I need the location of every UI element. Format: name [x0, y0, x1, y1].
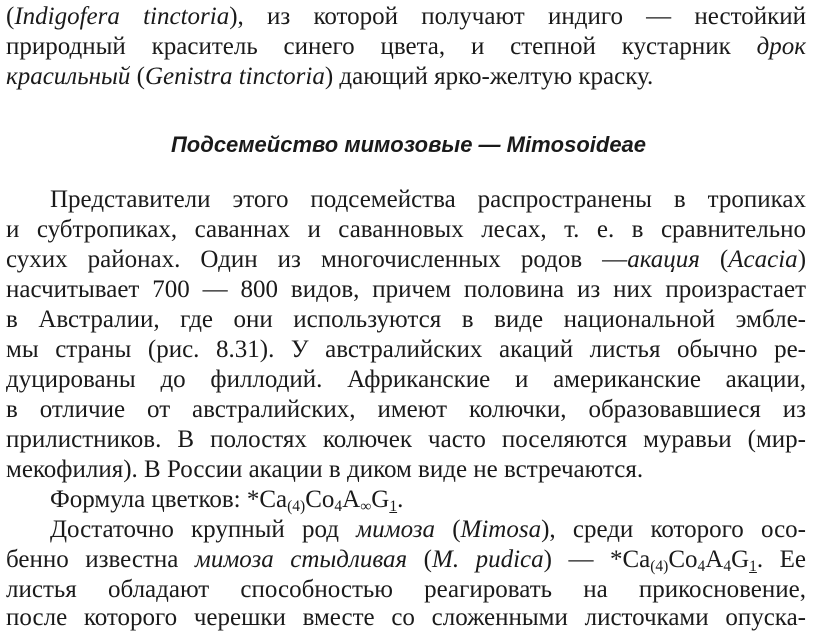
subscript: (4) — [650, 557, 669, 575]
text: ) дающий ярко-желтую краску. — [324, 63, 654, 90]
para1-line-4: насчитывает 700 — 800 видов, причем половина из них произрастает — [6, 276, 806, 303]
text: Co — [305, 486, 335, 513]
subscript: 4 — [334, 497, 343, 515]
genus-name: мимоза — [356, 516, 436, 543]
latin-name: M. pudica — [432, 546, 544, 573]
text: A — [705, 546, 724, 573]
text: ), из которой получают индиго — нестойкий — [229, 3, 806, 30]
subscript: 1 — [749, 557, 757, 575]
para1-line-7: дуцированы до филлодий. Африканские и американские акации, — [6, 366, 806, 393]
species-name: мимоза стыдливая — [194, 546, 408, 573]
text: ) — [797, 246, 807, 273]
para1-line-10: мекофилия). В России акации в диком виде не встречаются. — [6, 456, 644, 483]
para1-line-3 — [6, 245, 806, 275]
species-name: красильный — [6, 63, 131, 90]
subscript: ∞ — [360, 497, 372, 515]
text: . — [397, 486, 404, 513]
para2-line-2 — [6, 545, 806, 575]
text: . Ее — [756, 546, 807, 573]
text: сухих районах. Один из многочисленных родов — — [6, 246, 628, 273]
text: ) — *Ca — [543, 546, 651, 573]
text: ( — [407, 546, 433, 573]
latin-name: Indigofera tinctoria — [14, 3, 230, 30]
genus-name: акация — [627, 246, 700, 273]
text: ( — [435, 516, 461, 543]
text: ), среди которого осо- — [541, 516, 807, 543]
intro-line-3 — [6, 62, 806, 92]
subscript: 4 — [697, 557, 706, 575]
latin-name: Genistra tinctoria — [144, 63, 325, 90]
para1-line-8: в отличие от австралийских, имеют колючки, образовавшиеся из — [6, 396, 806, 423]
intro-line-1 — [6, 2, 806, 32]
text: Co — [668, 546, 698, 573]
section-heading: Подсемейство мимозовые — Mimosoideae — [170, 132, 647, 157]
intro-line-2 — [6, 32, 806, 62]
flower-formula — [50, 485, 806, 515]
subscript: 4 — [723, 557, 732, 575]
text: Достаточно крупный род — [50, 516, 357, 543]
text: G — [731, 546, 750, 573]
text: A — [342, 486, 361, 513]
para1-line-6: мы страны (рис. 8.31). У австралийских акаций листья обычно ре- — [6, 336, 806, 363]
para1-line-2: и субтропиках, саваннах и саванновых лесах, т. е. в сравнительно — [6, 216, 806, 243]
para1-line-9: прилистников. В полостях колючек часто поселяются муравьи (мир- — [6, 426, 806, 453]
text: бенно известна — [6, 546, 195, 573]
text: Формула цветков: *Ca — [50, 486, 288, 513]
subscript: (4) — [287, 497, 306, 515]
para1-line-1: Представители этого подсемейства распространены в тропиках — [50, 186, 806, 213]
para2-line-3: листья обладают способностью реагировать на прикосновение, — [6, 576, 806, 603]
species-name: дрок — [756, 33, 806, 60]
text: ( — [6, 3, 15, 30]
latin-name: Mimosa — [460, 516, 542, 543]
text: ( — [699, 246, 729, 273]
text: ( — [130, 63, 145, 90]
subscript: 1 — [389, 497, 398, 515]
para2-line-1 — [50, 515, 806, 545]
text: природный краситель синего цвета, и степной кустарник — [6, 33, 757, 60]
para1-line-5: в Австралии, где они используются в виде национальной эмбле- — [6, 306, 806, 333]
latin-name: Acacia — [728, 246, 798, 273]
text: G — [371, 486, 390, 513]
para2-line-4: после которого черешки вместе со сложенными листочками опуска- — [6, 604, 806, 631]
